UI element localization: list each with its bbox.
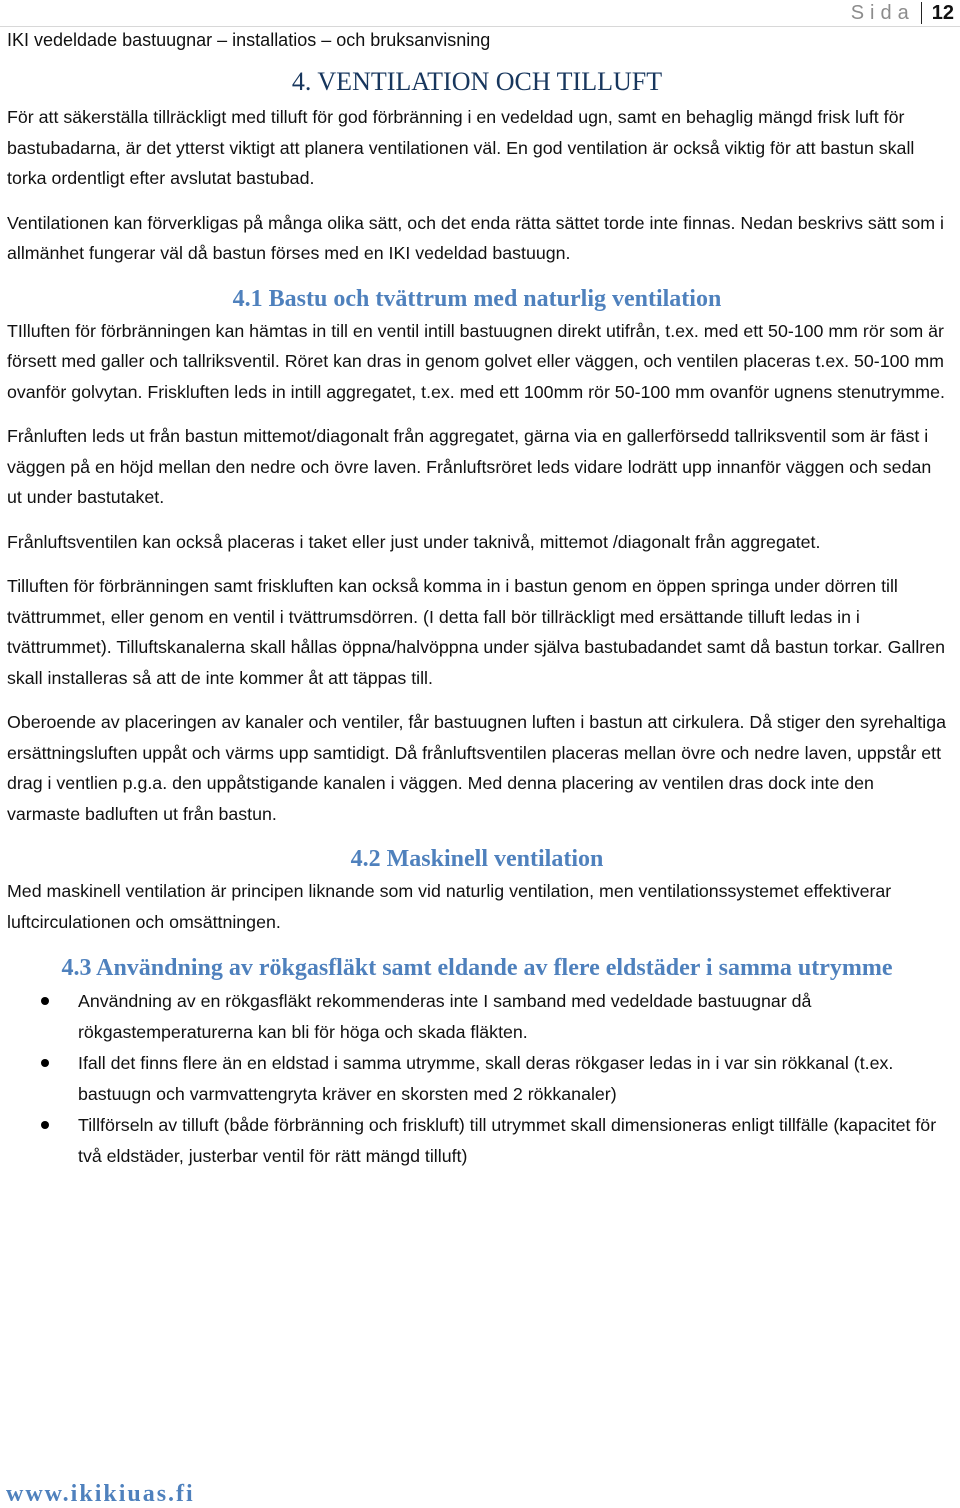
list-item [7, 986, 947, 1047]
section-4-1-heading: 4.1 Bastu och tvättrum med naturlig ventilation [232, 285, 722, 312]
list-item-text: Användning av en rökgasfläkt rekommenderas inte I samband med vedeldade bastuugnar då rökgastemperaturerna kan bli för höga och skada fläkten. [78, 991, 812, 1042]
bullet-icon [41, 1059, 49, 1067]
bullet-list [7, 986, 947, 1171]
section-4-3-heading: 4.3 Användning av rökgasfläkt samt eldande av flere eldstäder i samma utrymme [61, 955, 893, 981]
paragraph: Ventilationen kan förverkligas på många olika sätt, och det enda rätta sättet torde inte finnas. Nedan beskrivs sätt som i allmänhet fungerar väl då bastun förses med en IKI vedeldad bastuugn. [7, 212, 945, 263]
paragraph: Frånluften leds ut från bastun mittemot/diagonalt från aggregatet, gärna via en gallerförsedd tallriksventil som är fäst i väggen på en höjd mellan den nedre och övre laven. Frånluftsröret leds vidare lodrätt upp innanför väggen och sedan ut under bastutaket. [7, 426, 932, 507]
page-label: Sida [850, 1, 915, 24]
header-divider [0, 26, 960, 27]
page-number: 12 [921, 2, 954, 24]
list-item [7, 1110, 947, 1171]
page-content [7, 64, 947, 1172]
page-number-box [851, 0, 954, 26]
footer-website-link[interactable]: www.ikikiuas.fi [6, 1481, 195, 1507]
list-item-text: Tillförseln av tilluft (både förbränning och friskluft) till utrymmet skall dimensioneras enligt tillfälle (kapacitet för två eldstäder, justerbar ventil för rätt mängd tilluft) [78, 1115, 937, 1166]
paragraph: Tilluften för förbränningen samt friskluften kan också komma in i bastun genom en öppen springa under dörren till tvättrummet, eller genom en ventil i tvättrumsdörren. (I detta fall bör tillräckligt med ersättande tilluft ledas in i tvättrummet). Tilluftskanalerna skall hållas öppna/halvöppna under själva bastubadandet samt då bastun torkar. Gallren skall installeras så att de inte kommer åt att täppas till. [7, 576, 946, 688]
paragraph: Med maskinell ventilation är principen liknande som vid naturlig ventilation, men ventilationssystemet effektiverar luftcirculationen och omsättningen. [7, 881, 892, 932]
list-item [7, 1048, 947, 1109]
bullet-icon [41, 997, 49, 1005]
section-4-heading: 4. VENTILATION OCH TILLUFT [291, 67, 663, 96]
section-4-2-heading: 4.2 Maskinell ventilation [350, 846, 604, 872]
document-title: IKI vedeldade bastuugnar – installatios – och bruksanvisning [7, 30, 491, 50]
bullet-icon [41, 1121, 49, 1129]
paragraph: Oberoende av placeringen av kanaler och ventiler, får bastuugnen luften i bastun att cirkulera. Då stiger den syrehaltiga ersättningsluften uppåt och värms upp samtidigt. Då frånluftsventilen placeras mellan övre och nedre laven, uppstår ett drag i ventlien p.g.a. den uppåtstigande kanalen i väggen. Med denna placering av ventilen dras dock inte den varmaste badluften ut från bastun. [7, 712, 947, 824]
paragraph: Frånluftsventilen kan också placeras i taket eller just under taknivå, mittemot /diagonalt från aggregatet. [7, 531, 821, 552]
list-item-text: Ifall det finns flere än en eldstad i samma utrymme, skall deras rökgaser ledas in i var sin rökkanal (t.ex. bastuugn och varmvattengryta kräver en skorsten med 2 rökkanaler) [78, 1053, 894, 1104]
paragraph: För att säkerställa tillräckligt med tilluft för god förbränning i en vedeldad ugn, samt en behaglig mängd frisk luft för bastubadarna, är det ytterst viktigt att planera ventilationen väl. En god ventilation är också viktig för att bastun skall torka ordentligt efter avslutat bastubad. [7, 107, 915, 188]
paragraph: TIlluften för förbränningen kan hämtas in till en ventil intill bastuugnen direkt utifrån, t.ex. med ett 50-100 mm rör som är försett med galler och tallriksventil. Röret kan dras in genom golvet eller väggen, och ventilen placeras t.ex. 50-100 mm ovanför golvytan. Friskluften leds in intill aggregatet, t.ex. med ett 100mm rör 50-100 mm ovanför ugnens stenutrymme. [7, 320, 945, 402]
